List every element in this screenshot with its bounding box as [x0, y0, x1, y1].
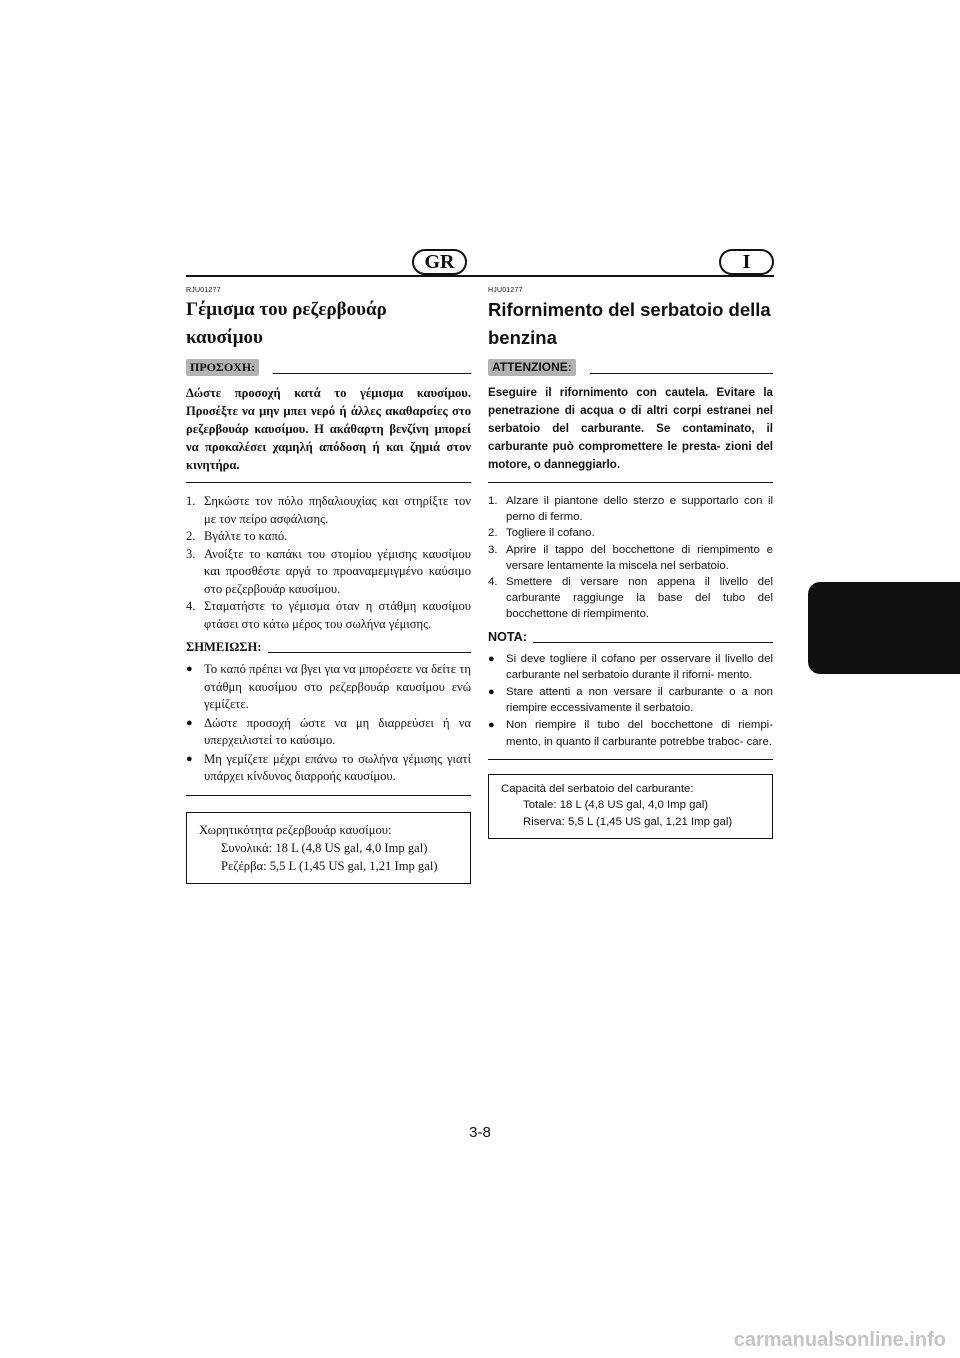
language-tab-i: I: [719, 249, 774, 275]
caution-end-rule: [186, 482, 471, 483]
capacity-box: [186, 812, 471, 884]
capacity-total: Συνολικά: 18 L (4,8 US gal, 4,0 Imp gal): [221, 840, 428, 855]
list-item: ● Si deve togliere il cofano per osservare il livello del carburante nel serbatoio durante il riforni- mento.: [488, 651, 773, 683]
caution-rule: [590, 373, 773, 374]
capacity-title: Capacità del serbatoio del carburante:: [501, 782, 694, 795]
bullet-icon: ●: [488, 686, 495, 699]
section-title: [488, 296, 773, 352]
list-item: 1. Σηκώστε τον πόλο πηδαλιουχίας και στηρίξτε τον με τον πείρο ασφάλισης.: [186, 494, 471, 526]
note-label: NOTA:: [488, 629, 527, 644]
caution-header: [186, 358, 471, 376]
title-line-2: benzina: [488, 327, 557, 348]
title-line-1: Rifornimento del serbatoio della: [488, 299, 771, 320]
chapter-side-tab: [808, 582, 960, 674]
bullet-icon: ●: [488, 719, 495, 732]
note-end-rule: [186, 795, 471, 796]
section-code: HJU01277: [488, 287, 523, 294]
steps-list: [186, 493, 471, 633]
list-item: 2. Βγάλτε το καπό.: [186, 529, 288, 543]
steps-list: [488, 493, 773, 623]
list-item: 4. Σταματήστε το γέμισμα όταν η στάθμη καυσίμου φτάσει στο κάτω μέρος του σωλήνα γέμισης.: [186, 599, 471, 631]
list-item: 4. Smettere di versare non appena il livello del carburante raggiunge la base del tubo del bocchettone di riempimento.: [488, 576, 773, 621]
caution-rule: [273, 373, 471, 374]
caution-text: Eseguire il rifornimento con cautela. Evitare la penetrazione di acqua o di altri corpi estranei nel serbatoio del carburante. Se contaminato, il carburante può compromettere le presta- zioni del motore, o danneggiarlo.: [488, 386, 773, 471]
section-code: RJU01277: [186, 287, 221, 294]
list-item: ● Το καπό πρέπει να βγει για να μπορέσετε να δείτε τη στάθμη καυσίμου στο ρεζερβουάρ καυσίμου ενώ γεμίζετε.: [186, 661, 471, 714]
capacity-title: Χωρητικότητα ρεζερβουάρ καυσίμου:: [199, 822, 392, 837]
watermark: carmanualsonline.info: [733, 1329, 946, 1351]
italian-column: [488, 287, 773, 839]
notes-list: [186, 661, 471, 786]
note-label: ΣΗΜΕΙΩΣΗ:: [186, 640, 262, 654]
list-item: 2. Togliere il cofano.: [488, 527, 595, 540]
section-title: [186, 296, 471, 352]
bullet-icon: ●: [186, 752, 193, 765]
language-tab-gr: GR: [412, 249, 467, 275]
caution-label: ATTENZIONE:: [488, 359, 576, 376]
note-rule: [268, 652, 471, 653]
page-number: 3-8: [469, 1124, 491, 1141]
list-item: 3. Ανοίξτε το καπάκι του στομίου γέμισης καυσίμου και προσθέστε αργά το προαναμεμιγμένο καύσιμο στο ρεζερβουάρ καυσίμου.: [186, 546, 471, 596]
caution-header: [488, 358, 773, 376]
bullet-icon: ●: [186, 716, 193, 729]
note-header: [488, 629, 773, 645]
list-item: ● Non riempire il tubo del bocchettone di riempi- mento, in quanto il carburante potrebbe traboc- care.: [488, 717, 773, 749]
capacity-box: [488, 774, 773, 840]
note-rule: [533, 642, 773, 643]
note-end-rule: [488, 759, 773, 760]
list-item: ● Μη γεμίζετε μέχρι επάνω το σωλήνα γέμισης γιατί υπάρχει κίνδυνος διαρροής καυσίμου.: [186, 751, 471, 786]
capacity-reserve: Ρεζέρβα: 5,5 L (1,45 US gal, 1,21 Imp gal): [221, 858, 438, 873]
list-item: 3. Aprire il tappo del bocchettone di riempimento e versare lentamente la miscela nel serbatoio.: [488, 543, 773, 572]
list-item: 1. Alzare il piantone dello sterzo e supportarlo con il perno di fermo.: [488, 495, 773, 524]
list-item: ● Stare attenti a non versare il carburante o a non riempire eccessivamente il serbatoio.: [488, 684, 773, 716]
bullet-icon: ●: [186, 663, 193, 675]
greek-column: [186, 287, 471, 884]
caution-label: ΠΡΟΣΟΧΗ:: [186, 359, 259, 376]
title-line-1: Γέμισμα του ρεζερβουάρ: [186, 299, 387, 320]
notes-list: [488, 651, 773, 750]
capacity-total: Totale: 18 L (4,8 US gal, 4,0 Imp gal): [523, 799, 709, 812]
header-rule: [186, 275, 774, 277]
caution-end-rule: [488, 482, 773, 483]
caution-text: Δώστε προσοχή κατά το γέμισμα καυσίμου. Προσέξτε να μην μπει νερό ή άλλες ακαθαρσίες στο ρεζερβουάρ καυσίμου. Η ακάθαρτη βενζίνη μπορεί να προκαλέσει χαμηλή απόδοση ή και ζημιά στον κινητήρα.: [186, 386, 471, 472]
note-header: [186, 639, 471, 655]
title-line-2: καυσίμου: [186, 327, 263, 348]
capacity-reserve: Riserva: 5,5 L (1,45 US gal, 1,21 Imp gal): [523, 815, 733, 828]
list-item: ● Δώστε προσοχή ώστε να μη διαρρεύσει ή να υπερχειλιστεί το καύσιμο.: [186, 715, 471, 750]
bullet-icon: ●: [488, 652, 495, 665]
